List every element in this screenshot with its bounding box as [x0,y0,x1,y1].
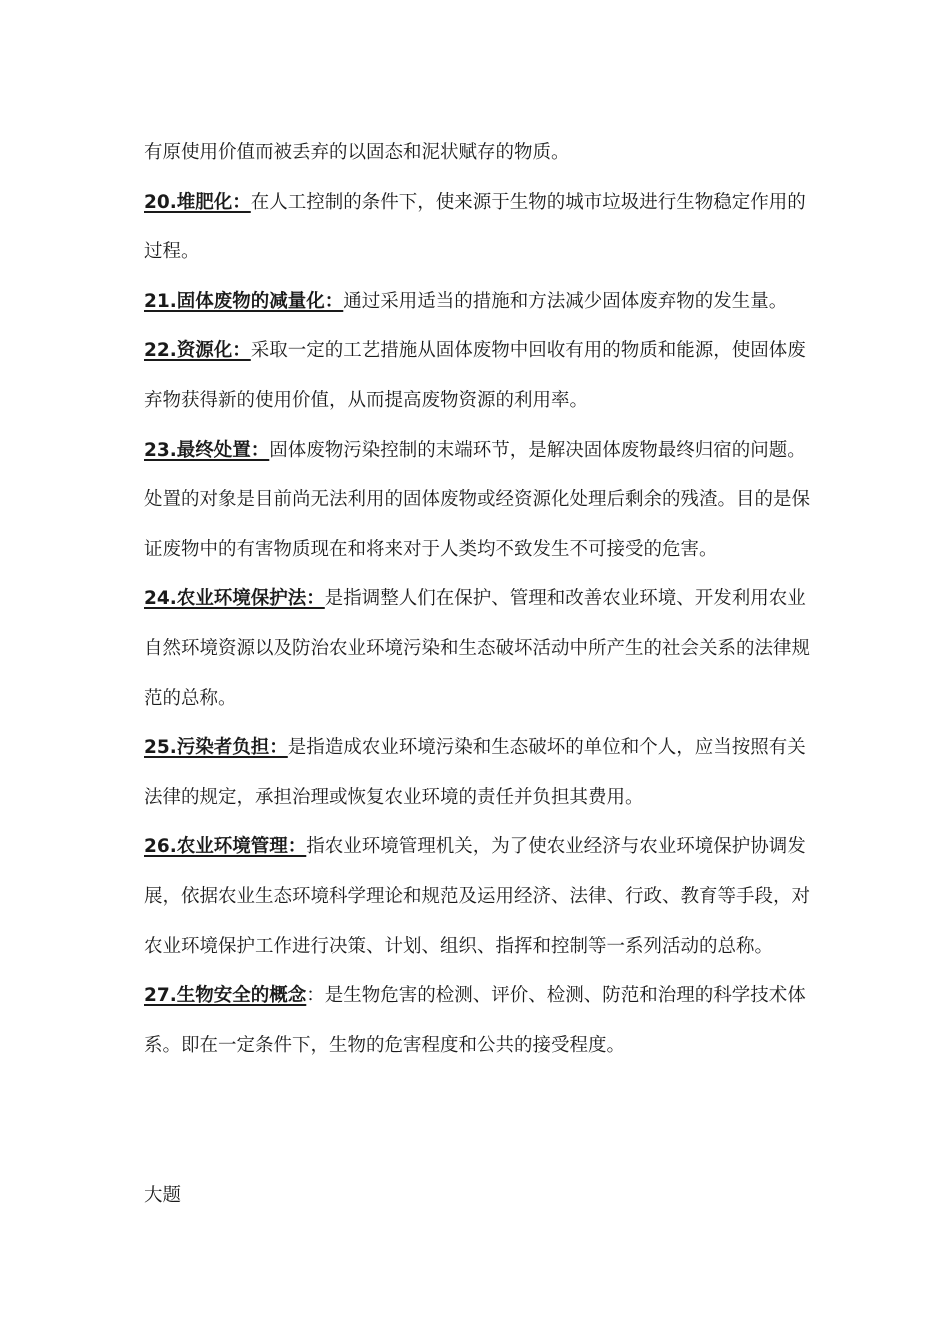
definition-text: 通过采用适当的措施和方法减少固体废弃物的发生量。 [343,290,788,312]
definition-term: 25.污染者负担： [144,737,288,759]
definition-term: 20.堆肥化： [144,191,251,213]
definition-26 [144,822,816,971]
definitions-body [144,128,816,1070]
definition-text: 指农业环境管理机关，为了使农业经济与农业环境保护协调发展，依据农业生态环境科学理论和规范及运用经济、法律、行政、教育等手段，对农业环境保护工作进行决策、计划、组织、指挥和控制等一系列活动的总称。 [144,836,811,957]
definition-text: 在人工控制的条件下，使来源于生物的城市垃圾进行生物稳定作用的过程。 [144,191,806,263]
definition-term: 24.农业环境保护法： [144,588,325,610]
intro-fragment: 有原使用价值而被丢弃的以固态和泥状赋存的物质。 [144,142,570,163]
definition-term: 26.农业环境管理： [144,836,307,858]
definition-23 [144,426,816,575]
definition-term: 23.最终处置： [144,439,270,461]
definition-22 [144,326,816,425]
definition-text: ：是生物危害的检测、评价、检测、防范和治理的科学技术体系。即在一定条件下，生物的危害程度和公共的接受程度。 [144,985,806,1056]
definition-25 [144,723,816,822]
definition-27 [144,971,816,1070]
definition-term: 21.固体废物的减量化： [144,290,344,312]
definition-text: 固体废物污染控制的末端环节，是解决固体废物最终归宿的问题。处置的对象是目前尚无法利用的固体废物或经资源化处理后剩余的残渣。目的是保证废物中的有害物质现在和将来对于人类均不致发生不可接受的危害。 [144,439,811,560]
definition-text: 采取一定的工艺措施从固体废物中回收有用的物质和能源，使固体废弃物获得新的使用价值，从而提高废物资源的利用率。 [144,340,806,411]
definition-text: 是指造成农业环境污染和生态破坏的单位和个人，应当按照有关法律的规定，承担治理或恢复农业环境的责任并负担其费用。 [144,737,806,808]
definition-24 [144,574,816,723]
definition-20 [144,178,816,277]
definition-term: 22.资源化： [144,340,251,362]
definition-21 [144,277,816,327]
definition-text: 是指调整人们在保护、管理和改善农业环境、开发利用农业自然环境资源以及防治农业环境污染和生态破坏活动中所产生的社会关系的法律规范的总称。 [144,588,811,709]
section-heading: 大题 [144,1185,182,1206]
definition-term: 27.生物安全的概念 [144,985,307,1007]
